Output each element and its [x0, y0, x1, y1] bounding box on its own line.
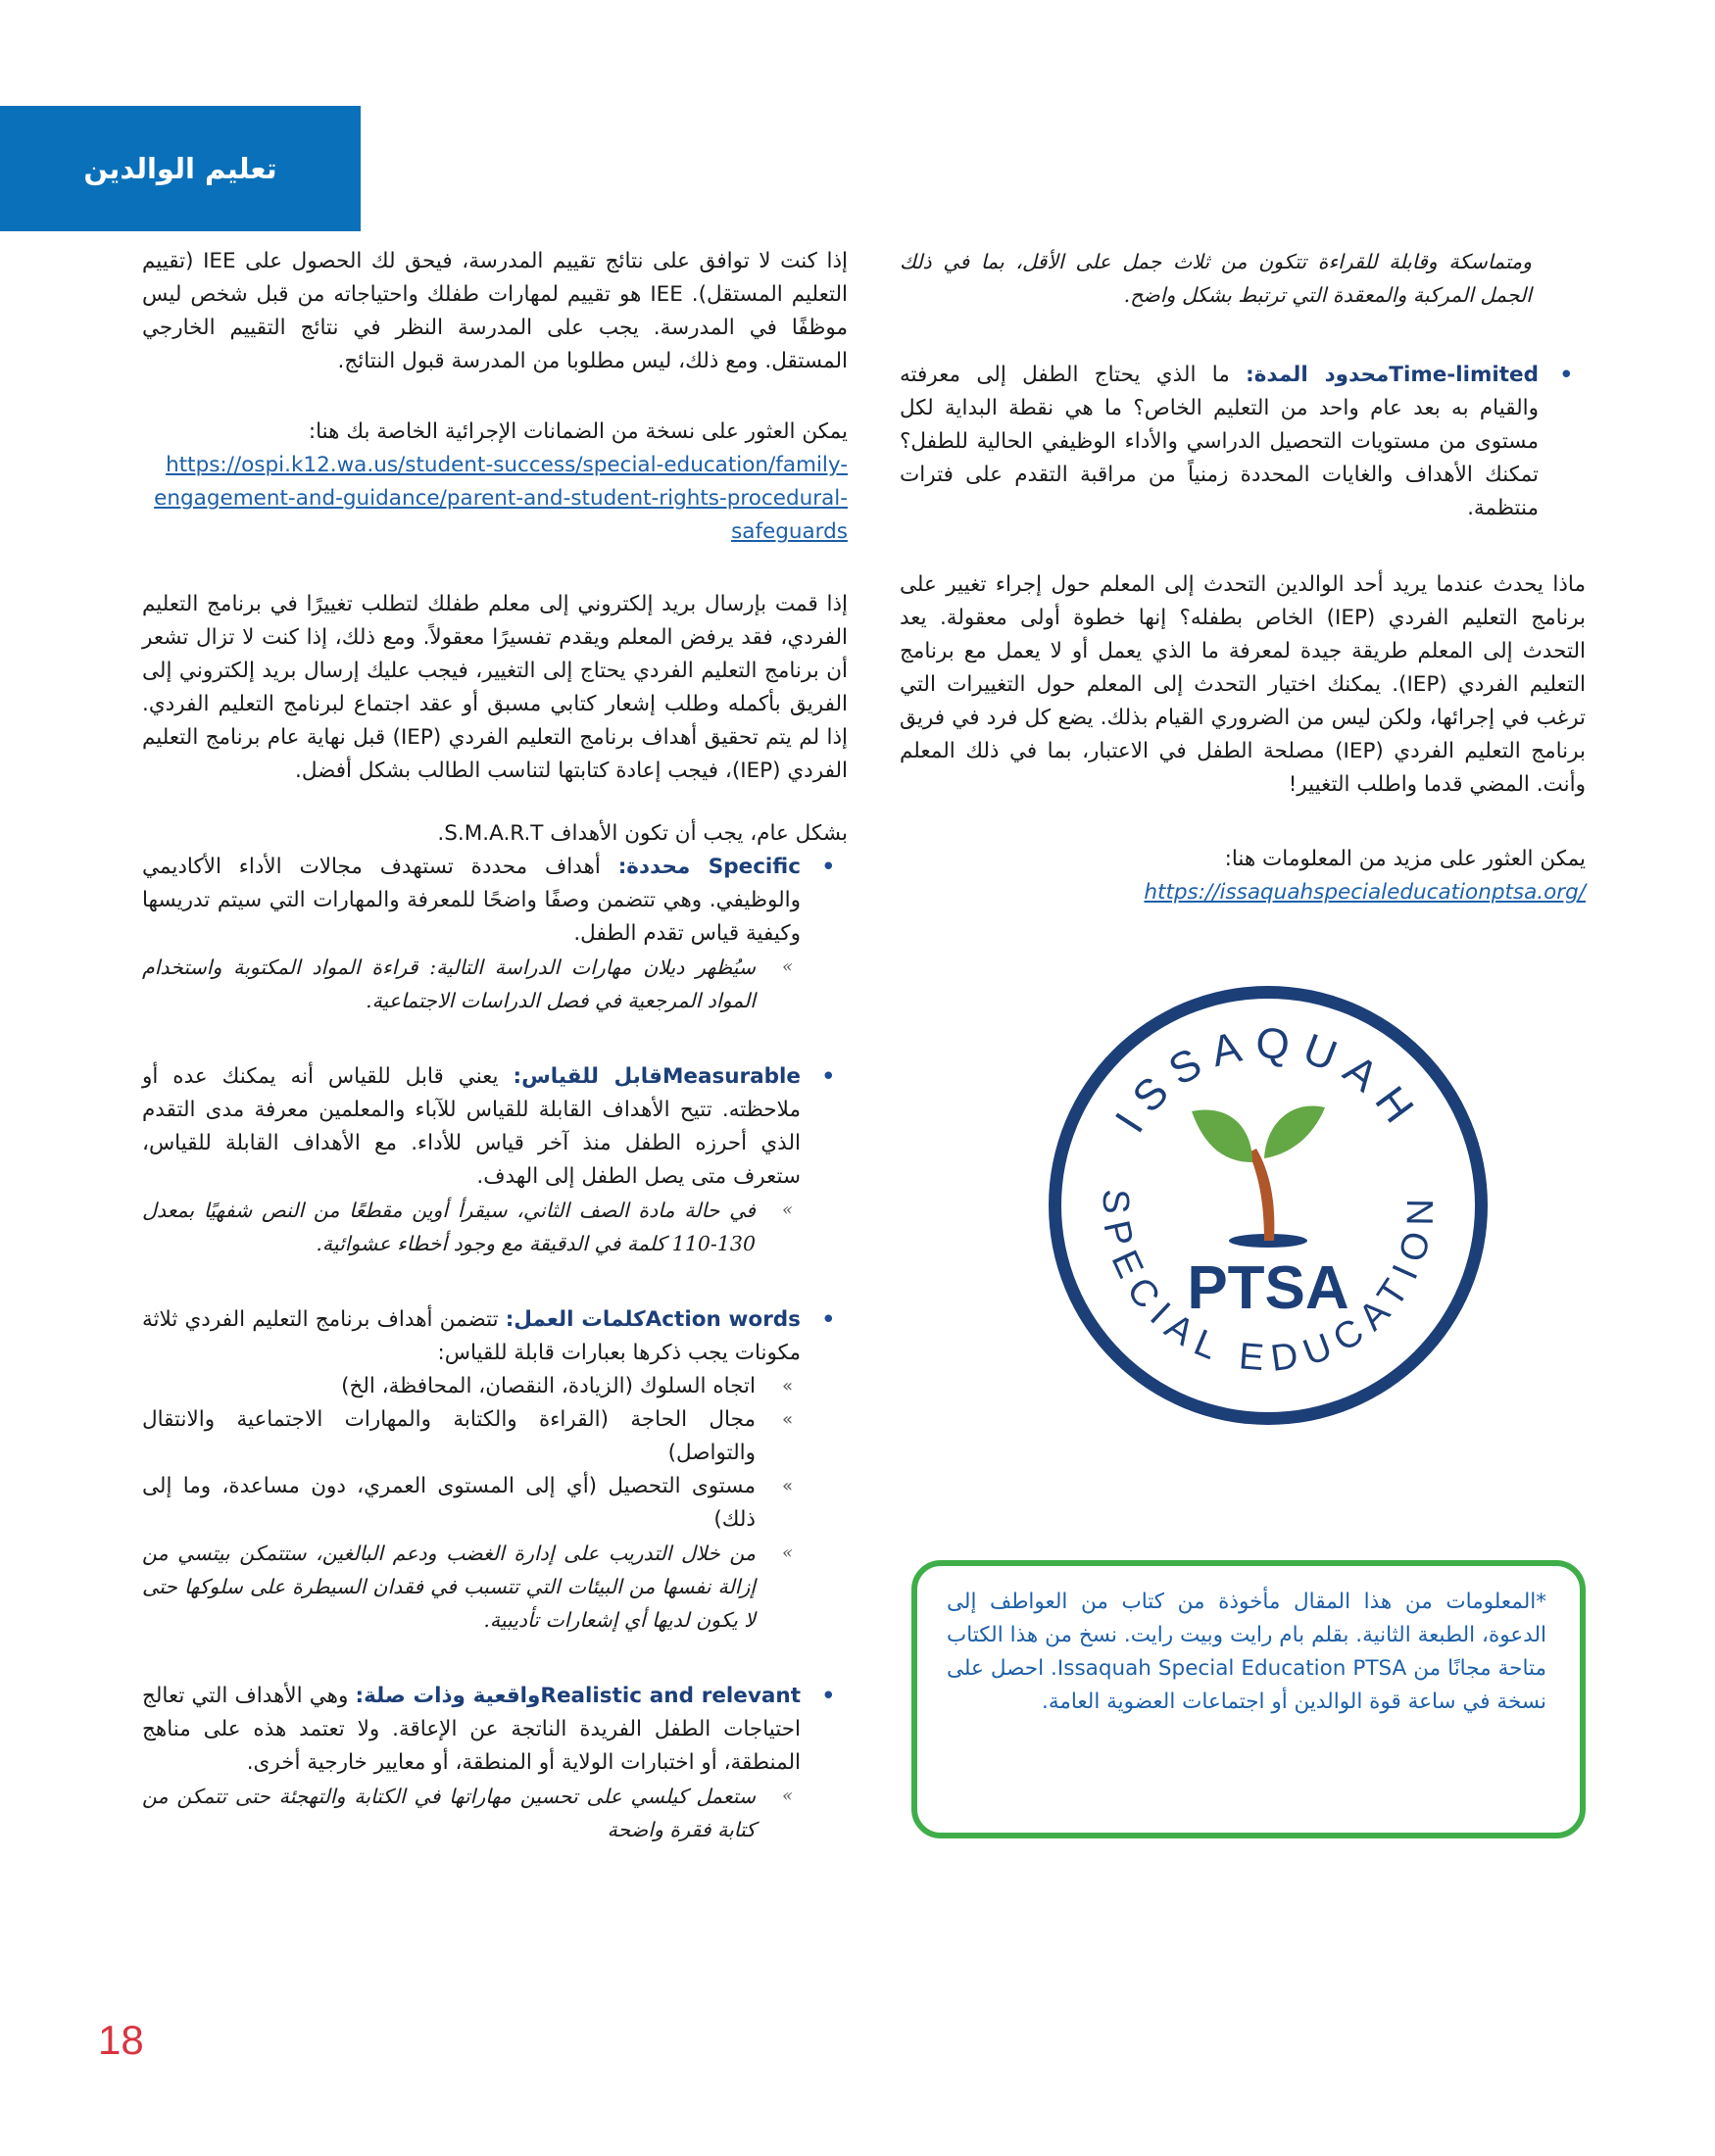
logo-center-text: PTSA	[1187, 1254, 1349, 1322]
realistic-bullet	[142, 1680, 848, 1846]
ptsa-logo	[1043, 980, 1494, 1431]
measurable-term: Measurableقابل للقياس:	[513, 1064, 802, 1089]
page-number: 18	[98, 2017, 144, 2063]
specific-example: » سيُظهر ديلان مهارات الدراسة التالية: قراءة المواد المكتوبة واستخدام المواد المرجعية في فصل الدراسات الاجتماعية.	[142, 951, 801, 1017]
more-info-label: يمكن العثور على مزيد من المعلومات هنا:	[1224, 847, 1586, 871]
action-item-level: » مستوى التحصيل (أي إلى المستوى العمري، دون مساعدة، وما إلى ذلك)	[142, 1470, 801, 1537]
section-header: تعليم الوالدين	[0, 106, 361, 231]
action-item-direction: » اتجاه السلوك (الزيادة، النقصان، المحافظة، الخ)	[142, 1370, 801, 1403]
action-example: » من خلال التدريب على إدارة الغضب ودعم البالغين، ستتمكن بيتسي من إزالة نفسها من البيئات التي تتسبب في فقدان السيطرة على سلوكها حتى لا يكون لديها أي إشعارات تأديبية.	[142, 1537, 801, 1637]
specific-text: أهداف محددة تستهدف مجالات الأداء الأكاديمي والوظيفي. وهي تتضمن وصفًا واضحًا للمعرفة والمهارات التي سيتم تدريسها وكيفية قياس تقدم الطفل.	[142, 855, 801, 946]
right-column	[900, 245, 1586, 909]
realistic-term: Realistic and relevantواقعية وذات صلة:	[355, 1684, 801, 1708]
time-limited-text: ما الذي يحتاج الطفل إلى معرفته والقيام به بعد عام واحد من التعليم الخاص؟ ما هي نقطة البداية لكل مستوى من مستويات التحصيل الدراسي والأداء الوظيفي الحالية للطفل؟ تمكنك الأهداف والغايات المحددة زمنياً من مراقبة التقدم على فترات منتظمة.	[900, 363, 1539, 520]
safeguards-label: يمكن العثور على نسخة من الضمانات الإجرائية الخاصة بك هنا:	[308, 419, 848, 444]
measurable-bullet	[142, 1060, 848, 1260]
realistic-text: وهي الأهداف التي تعالج احتياجات الطفل الفريدة الناتجة عن الإعاقة. ولا تعتمد هذه على مناهج المنطقة، أو اختبارات الولاية أو المنطقة، أو معايير خارجية أخرى.	[142, 1684, 801, 1775]
action-words-term: Action wordsكلمات العمل:	[505, 1307, 801, 1332]
intro-example-text: ومتماسكة وقابلة للقراءة تتكون من ثلاث جمل على الأقل، بما في ذلك الجمل المركبة والمعقدة التي ترتبط بشكل واضح.	[900, 250, 1532, 307]
specific-term: Specific محددة:	[617, 855, 801, 879]
time-limited-bullet	[900, 359, 1586, 525]
smart-intro: بشكل عام، يجب أن تكون الأهداف S.M.A.R.T.	[437, 821, 848, 846]
email-paragraph: إذا قمت بإرسال بريد إلكتروني إلى معلم طفلك لتطلب تغييرًا في برنامج التعليم الفردي، فقد يرفض المعلم ويقدم تفسيرًا معقولاً. ومع ذلك، إذا كنت لا تزال تشعر أن برنامج التعليم الفردي يحتاج إلى التغيير، فيجب عليك إرسال بريد إلكتروني إلى الفريق بأكمله وطلب إشعار كتابي مسبق أو عقد اجتماع لبرنامج التعليم الفردي. إذا لم يتم تحقيق أهداف برنامج التعليم الفردي (IEP) قبل نهاية عام برنامج التعليم الفردي (IEP)، فيجب إعادة كتابتها لتناسب الطالب بشكل أفضل.	[142, 592, 849, 783]
measurable-example: » في حالة مادة الصف الثاني، سيقرأ أوين مقطعًا من النص شفهيًا بمعدل 130-110 كلمة في الدقيقة مع وجود أخطاء عشوائية.	[142, 1194, 801, 1260]
measurable-text: يعني قابل للقياس أنه يمكنك عده أو ملاحظته. تتيح الأهداف القابلة للقياس للآباء والمعلمين معرفة مدى التقدم الذي أحرزه الطفل منذ آخر قياس للأداء. مع الأهداف القابلة للقياس، ستعرف متى يصل الطفل إلى الهدف.	[142, 1064, 801, 1189]
action-item-area: » مجال الحاجة (القراءة والكتابة والمهارات الاجتماعية والانتقال والتواصل)	[142, 1403, 801, 1470]
time-limited-term: Time-limitedمحدود المدة:	[1246, 363, 1539, 387]
specific-bullet	[142, 851, 848, 1017]
realistic-example: » ستعمل كيلسي على تحسين مهاراتها في الكتابة والتهجئة حتى تتمكن من كتابة فقرة واضحة	[142, 1780, 801, 1846]
source-note-box: *المعلومات من هذا المقال مأخوذة من كتاب من العواطف إلى الدعوة، الطبعة الثانية. بقلم بام رايت وبيت رايت. نسخ من هذا الكتاب متاحة مجانًا من Issaquah Special Education PTSA. احصل على نسخة في ساعة قوة الوالدين أو اجتماعات العضوية العامة.	[911, 1560, 1586, 1838]
ptsa-website-link[interactable]: https://issaquahspecialeducationptsa.org/	[1144, 880, 1586, 905]
action-words-bullet	[142, 1303, 848, 1637]
action-words-text: تتضمن أهداف برنامج التعليم الفردي ثلاثة مكونات يجب ذكرها بعبارات قابلة للقياس:	[142, 1307, 801, 1365]
change-request-paragraph: ماذا يحدث عندما يريد أحد الوالدين التحدث إلى المعلم حول إجراء تغيير على برنامج التعليم الفردي (IEP) الخاص بطفله؟ إنها خطوة أولى معقولة. يعد التحدث إلى المعلم طريقة جيدة لمعرفة ما الذي يعمل أو لا يعمل مع برنامج التعليم الفردي (IEP). يمكنك اختيار التحدث إلى المعلم حول التغييرات التي ترغب في إجرائها، ولكن ليس من الضروري القيام بذلك. يضع كل فرد في فريق برنامج التعليم الفردي (IEP) مصلحة الطفل في الاعتبار، بما في ذلك المعلم وأنت. المضي قدما واطلب التغيير!	[900, 572, 1586, 797]
safeguards-link[interactable]: https://ospi.k12.wa.us/student-success/special-education/family-engagement-and-guidance/parent-and-student-rights-procedural-safeguards	[154, 453, 848, 544]
iee-paragraph: إذا كنت لا توافق على نتائج تقييم المدرسة، فيحق لك الحصول على IEE (تقييم التعليم المستقل). IEE هو تقييم لمهارات طفلك واحتياجاته من قبل شخص ليس موظفًا في المدرسة. يجب على المدرسة النظر في نتائج التقييم الخارجي المستقل. ومع ذلك، ليس مطلوبا من المدرسة قبول النتائج.	[142, 249, 848, 373]
left-column	[142, 245, 848, 1889]
logo-bottom-text: SPECIAL EDUCATION	[1094, 1188, 1443, 1380]
logo-top-text: ISSAQUAH	[1105, 1018, 1430, 1142]
